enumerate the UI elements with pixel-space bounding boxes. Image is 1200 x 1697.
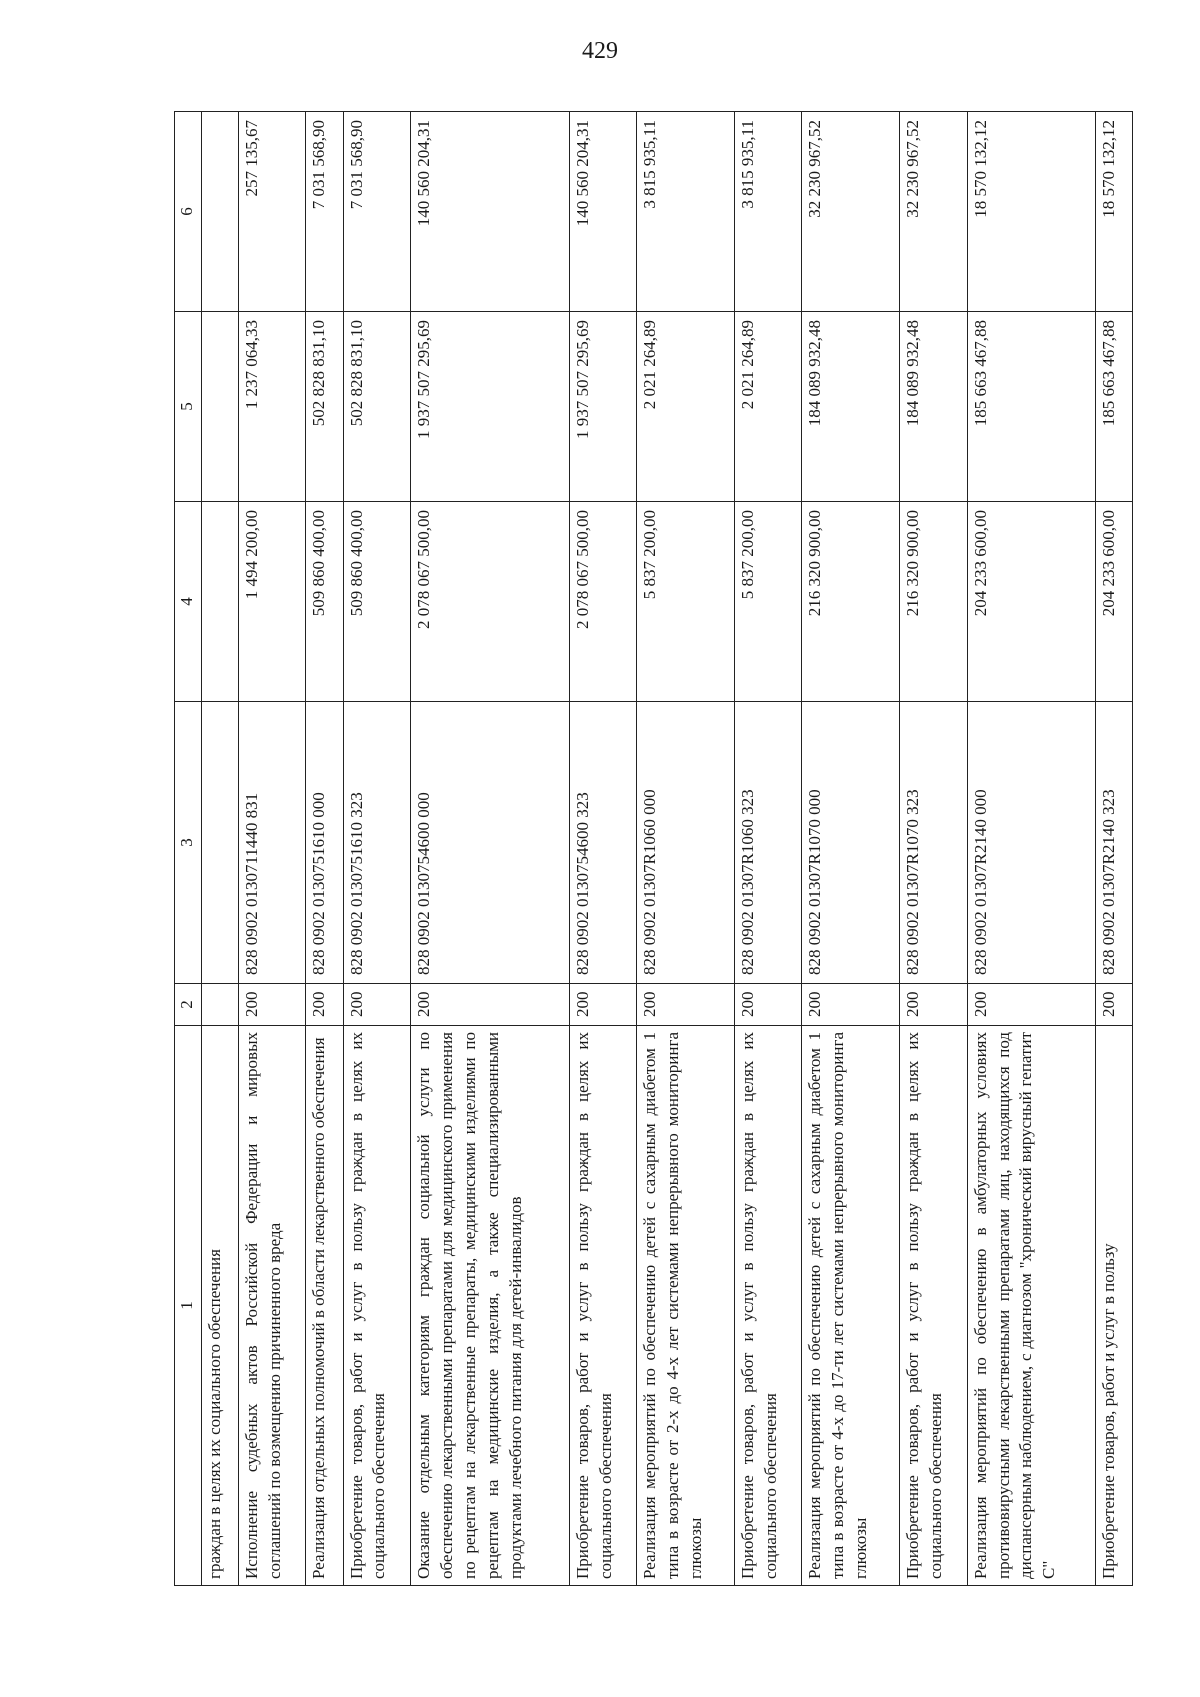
row-unexecuted-amount: 32 230 967,52 [900,112,967,312]
row-line-code: 200 [343,984,410,1026]
row-line-code: 200 [802,984,900,1026]
column-header-1: 1 [175,1026,202,1586]
row-budget-code: 828 0902 01307R2140 000 [967,702,1095,984]
table-row [239,112,306,1586]
row-approved-amount: 509 860 400,00 [306,502,343,702]
row-line-code: 200 [734,984,801,1026]
row-approved-amount: 2 078 067 500,00 [410,502,569,702]
row-budget-code: 828 0902 01307R1070 000 [802,702,900,984]
table-header-row [175,112,202,1586]
page-number: 429 [582,38,618,64]
column-header-5: 5 [175,312,202,502]
table-row [802,112,900,1586]
row-unexecuted-amount: 18 570 132,12 [967,112,1095,312]
row-unexecuted-amount: 257 135,67 [239,112,306,312]
table-row [343,112,410,1586]
row-description: Приобретение товаров, работ и услуг в пользу граждан в целях их социального обеспечения [900,1026,967,1586]
row-approved-amount: 216 320 900,00 [900,502,967,702]
row-line-code: 200 [239,984,306,1026]
row-budget-code: 828 0902 0130711440 831 [239,702,306,984]
row-approved-amount: 5 837 200,00 [734,502,801,702]
row-line-code: 200 [967,984,1095,1026]
row-executed-amount: 184 089 932,48 [900,312,967,502]
column-header-2: 2 [175,984,202,1026]
row-description: Приобретение товаров, работ и услуг в пользу граждан в целях их социального обеспечения [343,1026,410,1586]
row-line-code: 200 [410,984,569,1026]
table-row [1095,112,1132,1586]
row-executed-amount: 1 937 507 295,69 [410,312,569,502]
row-approved-amount: 204 233 600,00 [1095,502,1132,702]
row-description: Оказание отдельным категориям граждан социальной услуги по обеспечению лекарственными препаратами для медицинского применения по рецептам на лекарственные препараты, медицинскими изделиями по рецептам на медицинские изделия, а также специализированными продуктами лечебного питания для детей-инвалидов [410,1026,569,1586]
row-budget-code: 828 0902 01307R2140 323 [1095,702,1132,984]
row-budget-code [202,702,239,984]
row-description: Реализация мероприятий по обеспечению детей с сахарным диабетом 1 типа в возрасте от 4-х до 17-ти лет системами непрерывного мониторинга глюкозы [802,1026,900,1586]
table-row [900,112,967,1586]
row-approved-amount: 1 494 200,00 [239,502,306,702]
row-executed-amount: 502 828 831,10 [343,312,410,502]
row-budget-code: 828 0902 01307R1060 323 [734,702,801,984]
table-row [967,112,1095,1586]
row-executed-amount: 2 021 264,89 [637,312,735,502]
row-description: Исполнение судебных актов Российской Федерации и мировых соглашений по возмещению причиненного вреда [239,1026,306,1586]
row-approved-amount [202,502,239,702]
row-description: граждан в целях их социального обеспечения [202,1026,239,1586]
row-budget-code: 828 0902 0130751610 323 [343,702,410,984]
report-table-area [174,112,1133,1586]
row-unexecuted-amount: 18 570 132,12 [1095,112,1132,312]
row-executed-amount: 185 663 467,88 [1095,312,1132,502]
row-line-code: 200 [900,984,967,1026]
row-line-code: 200 [637,984,735,1026]
table-row [306,112,343,1586]
table-row [410,112,569,1586]
row-executed-amount: 184 089 932,48 [802,312,900,502]
row-approved-amount: 5 837 200,00 [637,502,735,702]
table-row [637,112,735,1586]
row-line-code: 200 [569,984,636,1026]
row-unexecuted-amount: 3 815 935,11 [637,112,735,312]
row-approved-amount: 204 233 600,00 [967,502,1095,702]
row-unexecuted-amount: 3 815 935,11 [734,112,801,312]
table-row [569,112,636,1586]
row-approved-amount: 216 320 900,00 [802,502,900,702]
row-executed-amount: 1 237 064,33 [239,312,306,502]
row-unexecuted-amount: 32 230 967,52 [802,112,900,312]
table-row [202,112,239,1586]
table-row [734,112,801,1586]
row-budget-code: 828 0902 0130754600 323 [569,702,636,984]
row-description: Реализация мероприятий по обеспечению детей с сахарным диабетом 1 типа в возрасте от 2-х до 4-х лет системами непрерывного мониторинга глюкозы [637,1026,735,1586]
table-body [202,112,1133,1586]
row-description: Реализация мероприятий по обеспечению в амбулаторных условиях противовирусными лекарственными препаратами лиц, находящихся под диспансерным наблюдением, с диагнозом "хронический вирусный гепатит С" [967,1026,1095,1586]
row-executed-amount: 185 663 467,88 [967,312,1095,502]
row-description: Реализация отдельных полномочий в области лекарственного обеспечения [306,1026,343,1586]
row-approved-amount: 509 860 400,00 [343,502,410,702]
row-unexecuted-amount: 7 031 568,90 [306,112,343,312]
row-budget-code: 828 0902 01307R1070 323 [900,702,967,984]
row-executed-amount [202,312,239,502]
row-budget-code: 828 0902 0130751610 000 [306,702,343,984]
rotated-table-container [174,112,1133,1586]
row-unexecuted-amount [202,112,239,312]
row-executed-amount: 2 021 264,89 [734,312,801,502]
row-approved-amount: 2 078 067 500,00 [569,502,636,702]
column-header-6: 6 [175,112,202,312]
row-unexecuted-amount: 140 560 204,31 [569,112,636,312]
row-line-code [202,984,239,1026]
column-header-3: 3 [175,702,202,984]
row-budget-code: 828 0902 01307R1060 000 [637,702,735,984]
row-line-code: 200 [306,984,343,1026]
column-header-4: 4 [175,502,202,702]
row-budget-code: 828 0902 0130754600 000 [410,702,569,984]
row-description: Приобретение товаров, работ и услуг в пользу граждан в целях их социального обеспечения [734,1026,801,1586]
row-executed-amount: 1 937 507 295,69 [569,312,636,502]
row-unexecuted-amount: 7 031 568,90 [343,112,410,312]
row-executed-amount: 502 828 831,10 [306,312,343,502]
row-line-code: 200 [1095,984,1132,1026]
budget-execution-table [174,111,1133,1586]
row-unexecuted-amount: 140 560 204,31 [410,112,569,312]
row-description: Приобретение товаров, работ и услуг в пользу граждан в целях их социального обеспечения [569,1026,636,1586]
row-description: Приобретение товаров, работ и услуг в пользу [1095,1026,1132,1586]
